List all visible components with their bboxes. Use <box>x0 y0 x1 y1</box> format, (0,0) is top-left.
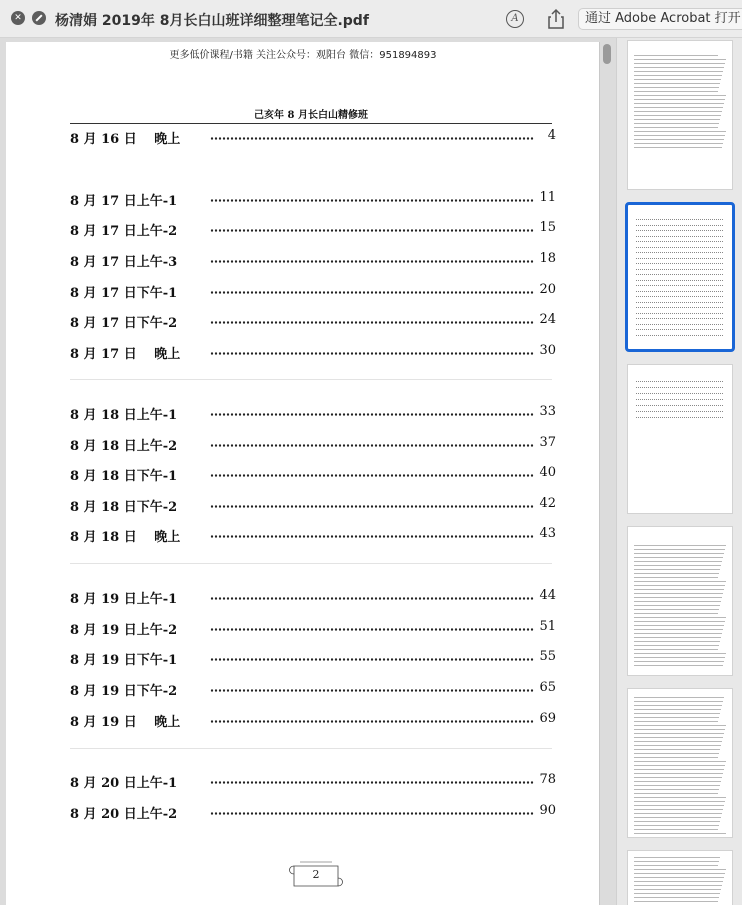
document-view[interactable] <box>0 38 616 905</box>
thumbnail-text-line <box>634 701 723 702</box>
toc-leader-dots <box>210 720 534 723</box>
toc-label: 8 月 17 日上午-1 <box>70 194 178 209</box>
thumbnail-text-line <box>634 897 719 898</box>
toc-page-number: 33 <box>539 404 556 419</box>
toc-row[interactable] <box>70 649 556 669</box>
toc-leader-dots <box>210 781 534 784</box>
page-thumbnail-5[interactable] <box>627 688 733 838</box>
thumbnail-toc-line <box>636 411 724 412</box>
thumbnail-text-line <box>634 789 719 790</box>
thumbnail-text-line <box>634 135 725 136</box>
thumbnail-text-line <box>634 737 723 738</box>
thumbnail-text-line <box>634 825 719 826</box>
page-thumbnail-4[interactable] <box>627 526 733 676</box>
title-bar <box>0 0 742 38</box>
thumbnail-toc-line <box>636 296 724 297</box>
toc-row[interactable] <box>70 772 556 792</box>
toc-page-number: 24 <box>539 312 556 327</box>
thumbnail-text-line <box>634 637 721 638</box>
thumbnail-toc-line <box>636 252 724 253</box>
thumbnail-text-line <box>634 565 721 566</box>
thumbnail-text-line <box>634 633 722 634</box>
toc-label: 8 月 18 日上午-2 <box>70 439 178 454</box>
thumbnail-text-line <box>634 717 719 718</box>
toc-page-number: 78 <box>539 772 556 787</box>
toc-row[interactable] <box>70 312 556 332</box>
thumbnail-toc-line <box>636 393 724 394</box>
thumbnail-text-line <box>634 79 721 80</box>
toc-label: 8 月 17 日下午-1 <box>70 286 178 301</box>
toc-label: 8 月 16 日 晚上 <box>70 132 181 147</box>
toc-page-number: 40 <box>539 465 556 480</box>
page-thumbnail-1[interactable] <box>627 40 733 190</box>
window-title: 杨清娟 2019年 8月长白山班详细整理笔记全.pdf <box>55 13 369 29</box>
thumbnail-text-line <box>634 573 719 574</box>
thumbnail-text-line <box>634 665 723 666</box>
thumbnail-toc-line <box>636 263 724 264</box>
page-thumbnail-2[interactable] <box>625 202 735 352</box>
thumbnail-text-line <box>634 865 718 866</box>
toc-row[interactable] <box>70 190 556 210</box>
thumbnail-toc-line <box>636 219 724 220</box>
toc-page-number: 69 <box>539 711 556 726</box>
thumbnail-text-line <box>634 781 721 782</box>
thumbnail-text-line <box>634 577 718 578</box>
page-thumbnail-6[interactable] <box>627 850 733 905</box>
thumbnail-text-line <box>634 613 718 614</box>
toc-page-number: 51 <box>539 619 556 634</box>
section-title-area <box>70 104 552 124</box>
thumbnail-text-line <box>634 593 723 594</box>
thumbnail-text-line <box>634 721 718 722</box>
thumbnail-text-line <box>634 75 722 76</box>
thumbnail-toc-line <box>636 307 724 308</box>
thumbnail-text-line <box>634 829 718 830</box>
thumbnail-text-line <box>634 131 726 132</box>
page-number-scroll <box>286 860 346 890</box>
toc-page-number: 65 <box>539 680 556 695</box>
thumbnail-toc-line <box>636 247 724 248</box>
thumbnail-text-line <box>634 797 726 798</box>
toc-label: 8 月 18 日下午-2 <box>70 500 178 515</box>
thumbnail-toc-line <box>636 329 724 330</box>
thumbnail-sidebar[interactable] <box>616 38 742 905</box>
hide-icon[interactable] <box>32 11 46 25</box>
thumbnail-text-line <box>634 581 726 582</box>
thumbnail-text-line <box>634 569 720 570</box>
toc-row[interactable] <box>70 343 556 363</box>
thumbnail-text-line <box>634 745 721 746</box>
toc-row[interactable] <box>70 435 556 455</box>
toc-leader-dots <box>210 812 534 815</box>
thumbnail-text-line <box>634 821 720 822</box>
toc-label: 8 月 20 日上午-2 <box>70 807 178 822</box>
thumbnail-text-line <box>634 749 720 750</box>
toc-leader-dots <box>210 689 534 692</box>
thumbnail-text-line <box>634 127 718 128</box>
toc-row[interactable] <box>70 803 556 823</box>
thumbnail-text-line <box>634 773 723 774</box>
thumbnail-text-line <box>634 99 725 100</box>
toc-page-number: 15 <box>539 220 556 235</box>
toc-label: 8 月 17 日 晚上 <box>70 347 181 362</box>
toc-row[interactable] <box>70 128 556 148</box>
close-icon[interactable]: ✕ <box>11 11 25 25</box>
toc-leader-dots <box>210 291 534 294</box>
thumbnail-text-line <box>634 139 724 140</box>
thumbnail-text-line <box>634 833 726 834</box>
toc-label: 8 月 17 日上午-2 <box>70 224 178 239</box>
thumbnail-text-line <box>634 901 718 902</box>
thumbnail-text-line <box>634 777 722 778</box>
thumbnail-text-line <box>634 657 725 658</box>
toc-leader-dots <box>210 628 534 631</box>
thumbnail-text-line <box>634 757 718 758</box>
thumbnail-toc-line <box>636 324 724 325</box>
toc-page-number: 55 <box>539 649 556 664</box>
thumbnail-text-line <box>634 653 726 654</box>
thumbnail-text-line <box>634 601 721 602</box>
thumbnail-toc-line <box>636 274 724 275</box>
thumbnail-text-line <box>634 881 723 882</box>
thumbnail-text-line <box>634 805 724 806</box>
thumbnail-text-line <box>634 107 723 108</box>
thumbnail-text-line <box>634 877 724 878</box>
thumbnail-text-line <box>634 63 725 64</box>
thumbnail-text-line <box>634 585 725 586</box>
toc-leader-dots <box>210 474 534 477</box>
thumbnail-text-line <box>634 793 718 794</box>
thumbnail-toc-line <box>636 236 724 237</box>
toc-page-number: 4 <box>547 128 556 143</box>
thumbnail-text-line <box>634 545 726 546</box>
thumbnail-text-line <box>634 67 724 68</box>
thumbnail-text-line <box>634 147 722 148</box>
toc-row[interactable] <box>70 588 556 608</box>
thumbnail-text-line <box>634 609 719 610</box>
thumbnail-text-line <box>634 729 725 730</box>
thumbnail-text-line <box>634 893 720 894</box>
thumbnail-toc-line <box>636 291 724 292</box>
thumbnail-text-line <box>634 115 721 116</box>
toc-page-number: 42 <box>539 496 556 511</box>
group-separator <box>70 748 552 749</box>
pen-circle-icon[interactable]: A <box>506 10 524 28</box>
open-in-acrobat-button[interactable]: 通过 Adobe Acrobat 打开 <box>578 8 742 30</box>
toc-leader-dots <box>210 658 534 661</box>
thumbnail-text-line <box>634 143 723 144</box>
thumbnail-text-line <box>634 869 726 870</box>
thumbnail-toc-line <box>636 225 724 226</box>
toc-page-number: 11 <box>539 190 556 205</box>
thumbnail-text-line <box>634 705 722 706</box>
toc-page-number: 44 <box>539 588 556 603</box>
section-title: 己亥年 8 月长白山精修班 <box>254 110 368 121</box>
toc-label: 8 月 19 日上午-1 <box>70 592 178 607</box>
thumbnail-text-line <box>634 597 722 598</box>
thumbnail-toc-line <box>636 313 724 314</box>
toc-page-number: 30 <box>539 343 556 358</box>
toc-label: 8 月 19 日 晚上 <box>70 715 181 730</box>
thumbnail-text-line <box>634 697 724 698</box>
thumbnail-text-line <box>634 123 719 124</box>
thumbnail-text-line <box>634 813 722 814</box>
thumbnail-text-line <box>634 557 723 558</box>
toc-row[interactable] <box>70 220 556 240</box>
thumbnail-text-line <box>634 83 720 84</box>
thumbnail-toc-line <box>636 269 724 270</box>
thumbnail-text-line <box>634 641 720 642</box>
toc-row[interactable] <box>70 619 556 639</box>
thumbnail-text-line <box>634 769 724 770</box>
toc-label: 8 月 19 日下午-1 <box>70 653 178 668</box>
thumbnail-text-line <box>634 741 722 742</box>
toc-page-number: 37 <box>539 435 556 450</box>
toc-row[interactable] <box>70 496 556 516</box>
toc-page-number: 90 <box>539 803 556 818</box>
toc-row[interactable] <box>70 680 556 700</box>
thumbnail-toc-line <box>636 241 724 242</box>
thumbnail-toc-line <box>636 405 724 406</box>
thumbnail-text-line <box>634 861 719 862</box>
thumbnail-text-line <box>634 625 724 626</box>
share-icon[interactable] <box>546 8 566 30</box>
thumbnail-text-line <box>634 873 725 874</box>
toc-leader-dots <box>210 260 534 263</box>
toc-leader-dots <box>210 229 534 232</box>
thumbnail-text-line <box>634 111 722 112</box>
thumbnail-toc-line <box>636 302 724 303</box>
toc-row[interactable] <box>70 711 556 731</box>
thumbnail-text-line <box>634 549 725 550</box>
thumbnail-text-line <box>634 753 719 754</box>
toc-label: 8 月 17 日上午-3 <box>70 255 178 270</box>
toc-row[interactable] <box>70 526 556 546</box>
toc-label: 8 月 19 日下午-2 <box>70 684 178 699</box>
toc-label: 8 月 20 日上午-1 <box>70 776 178 791</box>
page-number: 2 <box>312 868 320 881</box>
thumbnail-text-line <box>634 809 723 810</box>
thumbnail-text-line <box>634 119 720 120</box>
page-header: 更多低价课程/书籍 关注公众号：观阳台 微信：951894893 <box>169 50 437 61</box>
thumbnail-text-line <box>634 761 726 762</box>
thumbnail-text-line <box>634 621 725 622</box>
thumbnail-toc-line <box>636 230 724 231</box>
thumbnail-text-line <box>634 629 723 630</box>
group-separator <box>70 379 552 380</box>
thumbnail-text-line <box>634 87 719 88</box>
thumbnail-text-line <box>634 709 721 710</box>
thumbnail-text-line <box>634 713 720 714</box>
toc-label: 8 月 18 日上午-1 <box>70 408 178 423</box>
toc-leader-dots <box>210 413 534 416</box>
thumbnail-text-line <box>634 725 726 726</box>
toc-label: 8 月 19 日上午-2 <box>70 623 178 638</box>
toc-leader-dots <box>210 444 534 447</box>
thumbnail-text-line <box>634 59 726 60</box>
thumbnail-text-line <box>634 71 723 72</box>
toc-leader-dots <box>210 597 534 600</box>
page-thumbnail-3[interactable] <box>627 364 733 514</box>
thumbnail-text-line <box>634 661 724 662</box>
thumbnail-text-line <box>634 605 720 606</box>
toc-leader-dots <box>210 137 534 140</box>
toc-leader-dots <box>210 505 534 508</box>
toc-row[interactable] <box>70 404 556 424</box>
thumbnail-toc-line <box>636 381 724 382</box>
toc-row[interactable] <box>70 465 556 485</box>
thumbnail-text-line <box>634 889 721 890</box>
thumbnail-toc-line <box>636 318 724 319</box>
toc-leader-dots <box>210 535 534 538</box>
scrollbar-thumb[interactable] <box>603 44 611 64</box>
thumbnail-toc-line <box>636 399 724 400</box>
thumbnail-text-line <box>634 617 726 618</box>
thumbnail-text-line <box>634 95 726 96</box>
toc-row[interactable] <box>70 282 556 302</box>
toc-leader-dots <box>210 321 534 324</box>
thumbnail-text-line <box>634 589 724 590</box>
thumbnail-text-line <box>634 765 725 766</box>
group-separator <box>70 563 552 564</box>
thumbnail-text-line <box>634 649 718 650</box>
thumbnail-text-line <box>634 55 718 56</box>
thumbnail-toc-line <box>636 280 724 281</box>
toc-page-number: 18 <box>539 251 556 266</box>
thumbnail-text-line <box>634 91 718 92</box>
thumbnail-toc-line <box>636 258 724 259</box>
toc-page-number: 20 <box>539 282 556 297</box>
thumbnail-text-line <box>634 553 724 554</box>
thumbnail-text-line <box>634 857 720 858</box>
thumbnail-toc-line <box>636 417 724 418</box>
thumbnail-text-line <box>634 733 724 734</box>
thumbnail-text-line <box>634 103 724 104</box>
pdf-page <box>6 42 600 905</box>
toc-page-number: 43 <box>539 526 556 541</box>
thumbnail-text-line <box>634 561 722 562</box>
thumbnail-toc-line <box>636 335 724 336</box>
thumbnail-text-line <box>634 801 725 802</box>
thumbnail-toc-line <box>636 285 724 286</box>
thumbnail-text-line <box>634 785 720 786</box>
toc-label: 8 月 18 日 晚上 <box>70 530 181 545</box>
toc-label: 8 月 17 日下午-2 <box>70 316 178 331</box>
thumbnail-text-line <box>634 645 719 646</box>
thumbnail-toc-line <box>636 387 724 388</box>
toc-label: 8 月 18 日下午-1 <box>70 469 178 484</box>
thumbnail-text-line <box>634 817 721 818</box>
thumbnail-text-line <box>634 885 722 886</box>
toc-leader-dots <box>210 199 534 202</box>
toc-row[interactable] <box>70 251 556 271</box>
toc-leader-dots <box>210 352 534 355</box>
